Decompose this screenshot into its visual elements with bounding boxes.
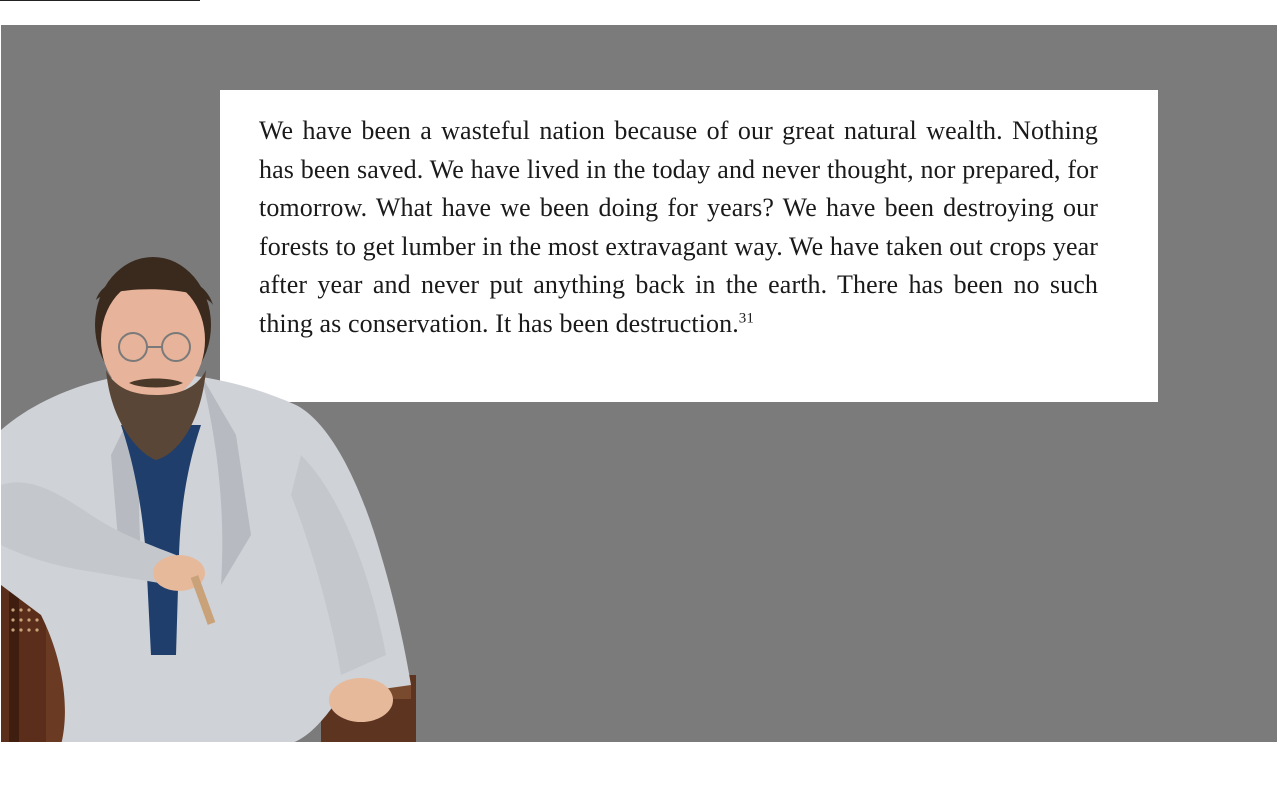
progress-line (0, 0, 200, 1)
portrait-image (1, 255, 421, 742)
quote-body: We have been a wasteful nation because of our great natural wealth. Nothing has been saved. We have lived in the today and never thought, nor prepared, for tomorrow. What have we been doing for years? We have been destroying our forests to get lumber in the most extravagant way. We have taken out crops year after year and never put anything back in the earth. There has been no such thing as conservation. It has been destruction. (259, 116, 1098, 338)
footnote-marker: 31 (738, 310, 754, 327)
video-frame[interactable] (1, 25, 1277, 742)
